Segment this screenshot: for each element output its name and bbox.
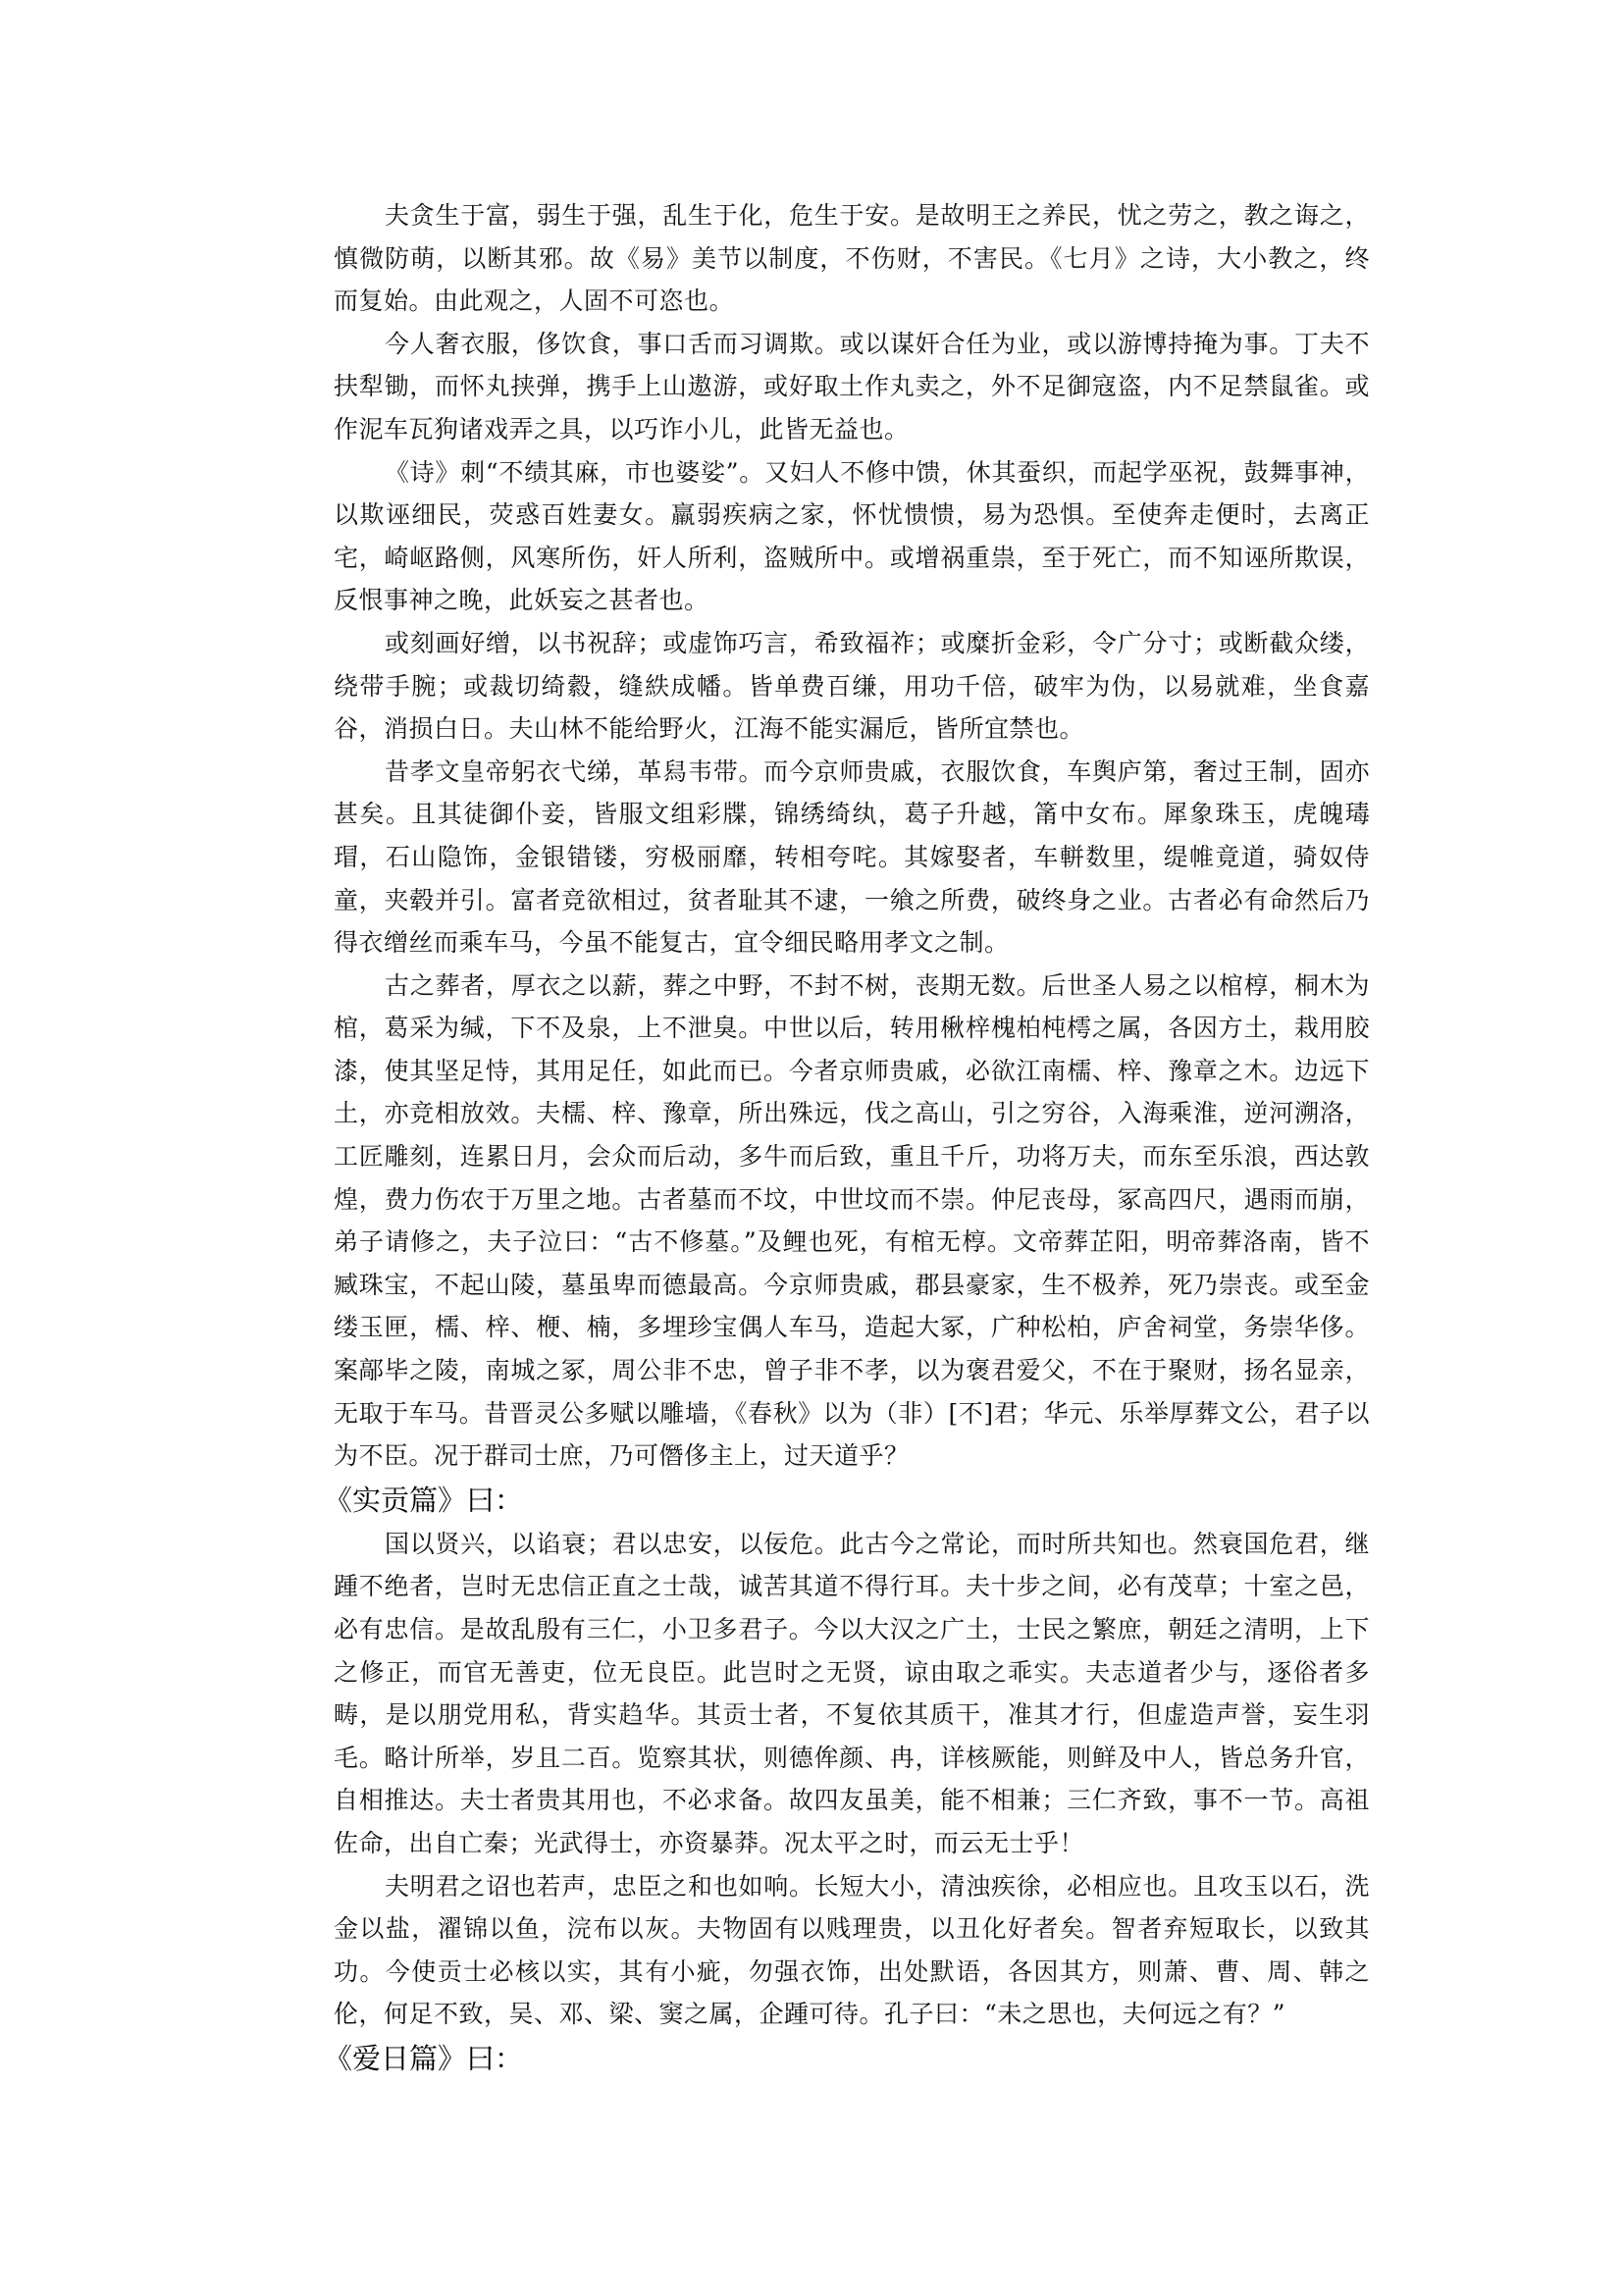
paragraph: 国以贤兴，以谄衰；君以忠安，以佞危。此古今之常论，而时所共知也。然衰国危君，继踵不绝者，岂时无忠信正直之士哉，诚苦其道不得行耳。夫十步之间，必有茂草；十室之邑，必有忠信。是故乱殷有三仁，小卫多君子。今以大汉之广土，士民之繁庶，朝廷之清明，上下之修正，而官无善吏，位无良臣。此岂时之无贤，谅由取之乖实。夫志道者少与，逐俗者多畴，是以朋党用私，背实趋华。其贡士者，不复依其质干，准其才行，但虚造声誉，妄生羽毛。略计所举，岁且二百。览察其状，则德侔颜、冉，详核厥能，则鲜及中人，皆总务升官，自相推达。夫士者贵其用也，不必求备。故四友虽美，能不相兼；三仁齐致，事不一节。高祖佐命，出自亡秦；光武得士，亦资暴莽。况太平之时，而云无士乎！	[334, 1529, 1370, 1857]
paragraph: 夫贪生于富，弱生于强，乱生于化，危生于安。是故明王之养民，忧之劳之，教之诲之，慎微防萌，以断其邪。故《易》美节以制度，不伤财，不害民。《七月》之诗，大小教之，终而复始。由此观之，人固不可恣也。	[334, 201, 1370, 316]
document-page	[324, 194, 1370, 2081]
section-heading-shigong: 《实贡篇》曰：	[324, 1483, 524, 1517]
paragraph: 夫明君之诏也若声，忠臣之和也如响。长短大小，清浊疾徐，必相应也。且攻玉以石，洗金以盐，濯锦以鱼，浣布以灰。夫物固有以贱理贵，以丑化好者矣。智者弃短取长，以致其功。今使贡士必核以实，其有小疵，勿强衣饰，出处默语，各因其方，则萧、曹、周、韩之伦，何足不致，吴、邓、梁、窦之属，企踵可待。孔子曰：“未之思也，夫何远之有？”	[334, 1871, 1370, 2029]
section-heading-airi: 《爱日篇》曰：	[324, 2041, 524, 2075]
paragraph: 今人奢衣服，侈饮食，事口舌而习调欺。或以谋奸合任为业，或以游博持掩为事。丁夫不扶犁锄，而怀丸挟弹，携手上山遨游，或好取土作丸卖之，外不足御寇盗，内不足禁鼠雀。或作泥车瓦狗诸戏弄之具，以巧诈小儿，此皆无益也。	[334, 329, 1370, 443]
paragraph: 《诗》刺“不绩其麻，市也婆娑”。又妇人不修中馈，休其蚕织，而起学巫祝，鼓舞事神，以欺诬细民，荧惑百姓妻女。羸弱疾病之家，怀忧愦愦，易为恐惧。至使奔走便时，去离正宅，崎岖路侧，风寒所伤，奸人所利，盗贼所中。或增祸重祟，至于死亡，而不知诬所欺误，反恨事神之晚，此妖妄之甚者也。	[334, 457, 1370, 615]
paragraph: 古之葬者，厚衣之以薪，葬之中野，不封不树，丧期无数。后世圣人易之以棺椁，桐木为棺，葛采为缄，下不及泉，上不泄臭。中世以后，转用楸梓槐柏杶樗之属，各因方土，栽用胶漆，使其坚足恃，其用足任，如此而已。今者京师贵戚，必欲江南檽、梓、豫章之木。边远下土，亦竞相放效。夫檽、梓、豫章，所出殊远，伐之高山，引之穷谷，入海乘淮，逆河溯洛，工匠雕刻，连累日月，会众而后动，多牛而后致，重且千斤，功将万夫，而东至乐浪，西达敦煌，费力伤农于万里之地。古者墓而不坟，中世坟而不崇。仲尼丧母，冢高四尺，遇雨而崩，弟子请修之，夫子泣曰：“古不修墓。”及鲤也死，有棺无椁。文帝葬芷阳，明帝葬洛南，皆不臧珠宝，不起山陵，墓虽卑而德最高。今京师贵戚，郡县豪家，生不极养，死乃崇丧。或至金缕玉匣，檽、梓、楩、楠，多埋珍宝偶人车马，造起大冢，广种松柏，庐舍祠堂，务崇华侈。案鄗毕之陵，南城之冢，周公非不忠，曾子非不孝，以为褒君爱父，不在于聚财，扬名显亲，无取于车马。昔晋灵公多赋以雕墙，《春秋》以为（非）[不]君；华元、乐举厚葬文公，君子以为不臣。况于群司士庶，乃可僭侈主上，过天道乎？	[334, 970, 1370, 1471]
paragraph: 或刻画好缯，以书祝辞；或虚饰巧言，希致福祚；或糜折金彩，令广分寸；或断截众缕，绕带手腕；或裁切绮縠，缝紩成幡。皆单费百缣，用功千倍，破牢为伪，以易就难，坐食嘉谷，消损白日。夫山林不能给野火，江海不能实漏卮，皆所宜禁也。	[334, 628, 1370, 744]
paragraph: 昔孝文皇帝躬衣弋绨，革舄韦带。而今京师贵戚，衣服饮食，车舆庐第，奢过王制，固亦甚矣。且其徒御仆妾，皆服文组彩牒，锦绣绮纨，葛子升越，筩中女布。犀象珠玉，虎魄瑇瑁，石山隐饰，金银错镂，穷极丽靡，转相夸咤。其嫁娶者，车軿数里，缇帷竟道，骑奴侍童，夹毂并引。富者竞欲相过，贫者耻其不逮，一飨之所费，破终身之业。古者必有命然后乃得衣缯丝而乘车马，今虽不能复古，宜令细民略用孝文之制。	[334, 756, 1370, 958]
